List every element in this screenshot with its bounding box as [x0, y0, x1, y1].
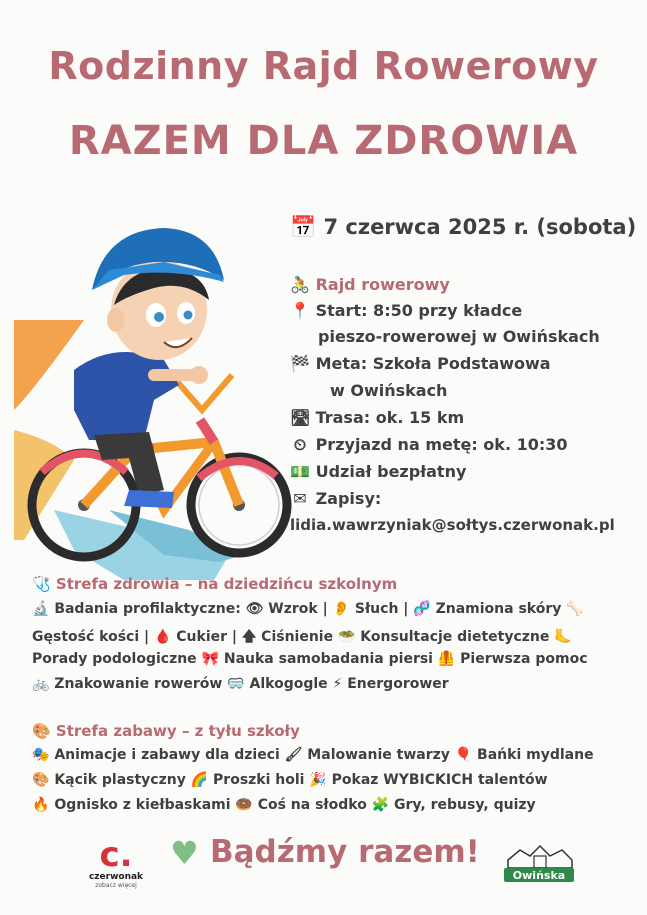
health-zone-line: Porady podologiczne 🎀 Nauka samobadania piersi 🦺 Pierwsza pomoc	[32, 651, 588, 667]
envelope-icon: ✉	[293, 489, 307, 508]
finish-line-cont: w Owińskach	[330, 381, 448, 400]
health-zone-line: 🚲 Znakowanie rowerów 🥽 Alkogogle ⚡ Energorower	[32, 676, 449, 692]
pin-icon: 📍	[290, 301, 310, 320]
poster-title: Rodzinny Rajd Rowerowy	[48, 44, 599, 88]
test-tube-icon: 🔬	[32, 601, 50, 617]
clock-icon: ⏲	[293, 435, 307, 454]
health-zone-line: Gęstość kości | 🩸 Cukier | 🡅 Ciśnienie 🥗 Konsultacje dietetyczne 🦶	[32, 629, 572, 645]
bicycle-icon: 🚴	[290, 275, 310, 294]
masks-icon: 🎭	[32, 747, 50, 763]
start-line-cont: pieszo-rowerowej w Owińskach	[318, 327, 600, 346]
fire-icon: 🔥	[32, 797, 50, 813]
health-zone-line: 🔬 Badania profilaktyczne: 👁 Wzrok | 👂 Słuch | 🧬 Znamiona skóry 🦴	[32, 601, 584, 617]
palette-icon: 🎨	[32, 722, 51, 740]
finish-line: 🏁 Meta: Szkoła Podstawowa	[290, 354, 551, 373]
start-line: 📍 Start: 8:50 przy kładce	[290, 301, 523, 320]
fun-zone-heading: 🎨 Strefa zabawy – z tyłu szkoły	[32, 722, 300, 740]
free-participation-line: 💵 Udział bezpłatny	[290, 462, 467, 481]
czerwonak-logo: c. czerwonak zobacz więcej	[88, 835, 144, 889]
heart-icon: ♥	[170, 834, 199, 872]
road-icon: 🛣	[290, 408, 311, 427]
fun-zone-line: 🎨 Kącik plastyczny 🌈 Proszki holi 🎉 Pokaz WYBICKICH talentów	[32, 772, 548, 788]
fun-zone-line: 🔥 Ognisko z kiełbaskami 🍩 Coś na słodko 🧩 Gry, rebusy, quizy	[32, 797, 536, 813]
health-zone-heading: 🩺 Strefa zdrowia – na dziedzińcu szkolnym	[32, 575, 398, 593]
stethoscope-icon: 🩺	[32, 575, 51, 593]
checkered-flag-icon: 🏁	[290, 354, 310, 373]
registration-email[interactable]: lidia.wawrzyniak@sołtys.czerwonak.pl	[290, 516, 615, 534]
event-date	[290, 215, 636, 240]
boy-on-bicycle-illustration	[14, 210, 294, 590]
registration-line: ✉ Zapisy:	[290, 489, 381, 508]
owinska-logo	[500, 838, 578, 886]
route-heading: 🚴 Rajd rowerowy	[290, 275, 450, 294]
poster-subtitle: RAZEM DLA ZDROWIA	[68, 118, 579, 164]
event-date-text: 7 czerwca 2025 r. (sobota)	[323, 215, 637, 239]
slogan: Bądźmy razem!	[210, 834, 480, 870]
palette-icon: 🎨	[32, 772, 50, 788]
owinska-logo-text: Owińska	[512, 869, 566, 882]
route-length-line: 🛣 Trasa: ok. 15 km	[290, 408, 465, 427]
arrival-line: ⏲ Przyjazd na metę: ok. 10:30	[290, 435, 568, 455]
fun-zone-line: 🎭 Animacje i zabawy dla dzieci 🖌 Malowanie twarzy 🎈 Bańki mydlane	[32, 747, 594, 763]
money-icon: 💵	[290, 462, 310, 481]
calendar-icon: 📅	[290, 215, 317, 239]
